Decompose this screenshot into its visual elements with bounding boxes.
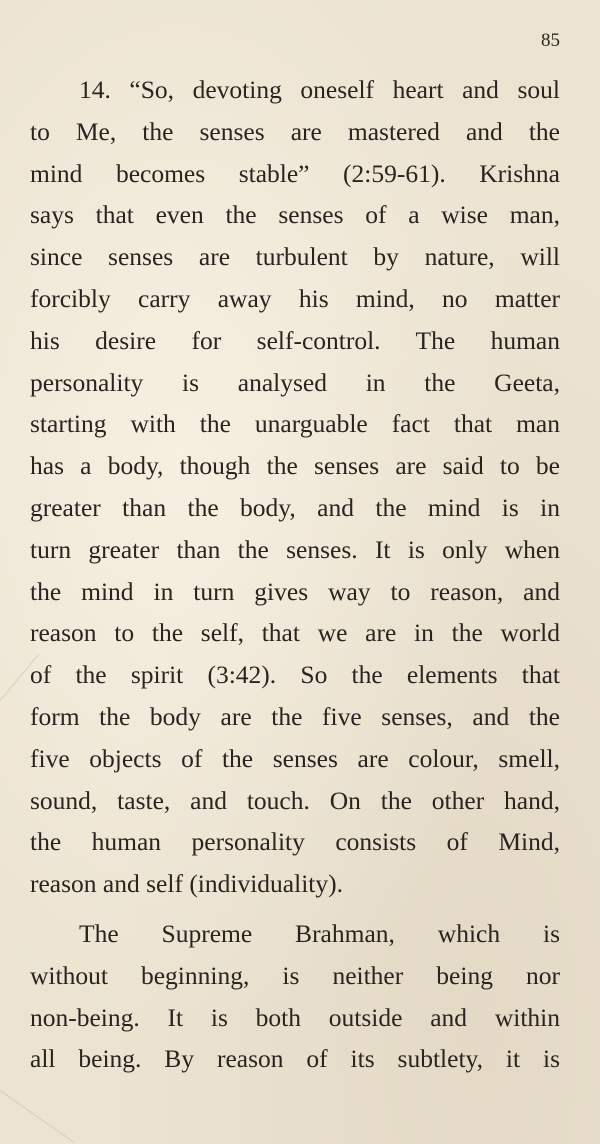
text-line: mind becomes stable” (2:59-61). Krishna (30, 158, 560, 188)
text-line: has a body, though the senses are said to be (30, 451, 560, 481)
text-line: since senses are turbulent by nature, will (30, 242, 560, 272)
paper-crease (0, 1090, 74, 1142)
text-line: without beginning, is neither being nor (30, 960, 560, 990)
text-line: his desire for self-control. The human (30, 325, 560, 355)
text-line: to Me, the senses are mastered and the (30, 116, 560, 146)
text-line: reason to the self, that we are in the world (30, 618, 560, 648)
text-line: The Supreme Brahman, which is (79, 918, 560, 948)
text-line: 14. “So, devoting oneself heart and soul (79, 75, 560, 104)
page-number: 85 (541, 30, 560, 51)
text-line: non-being. It is both outside and within (30, 1002, 560, 1032)
text-line: forcibly carry away his mind, no matter (30, 283, 560, 313)
paragraph-gap (30, 905, 560, 913)
text-line: five objects of the senses are colour, smell, (30, 743, 560, 773)
text-line: personality is analysed in the Geeta, (30, 367, 560, 397)
paragraph-1 (30, 69, 560, 905)
text-line: starting with the unarguable fact that man (30, 409, 560, 439)
text-line: says that even the senses of a wise man, (30, 200, 560, 230)
text-line: form the body are the five senses, and the (30, 701, 560, 731)
body-text (30, 69, 560, 1080)
text-line: all being. By reason of its subtlety, it is (30, 1044, 560, 1074)
text-line: the mind in turn gives way to reason, and (30, 576, 560, 606)
text-line: turn greater than the senses. It is only when (30, 534, 560, 564)
text-line: of the spirit (3:42). So the elements that (30, 660, 560, 690)
paragraph-2 (30, 913, 560, 1080)
text-line: the human personality consists of Mind, (30, 827, 560, 857)
text-line: greater than the body, and the mind is in (30, 492, 560, 522)
text-line: sound, taste, and touch. On the other hand, (30, 785, 560, 815)
text-line: reason and self (individuality). (30, 869, 343, 899)
